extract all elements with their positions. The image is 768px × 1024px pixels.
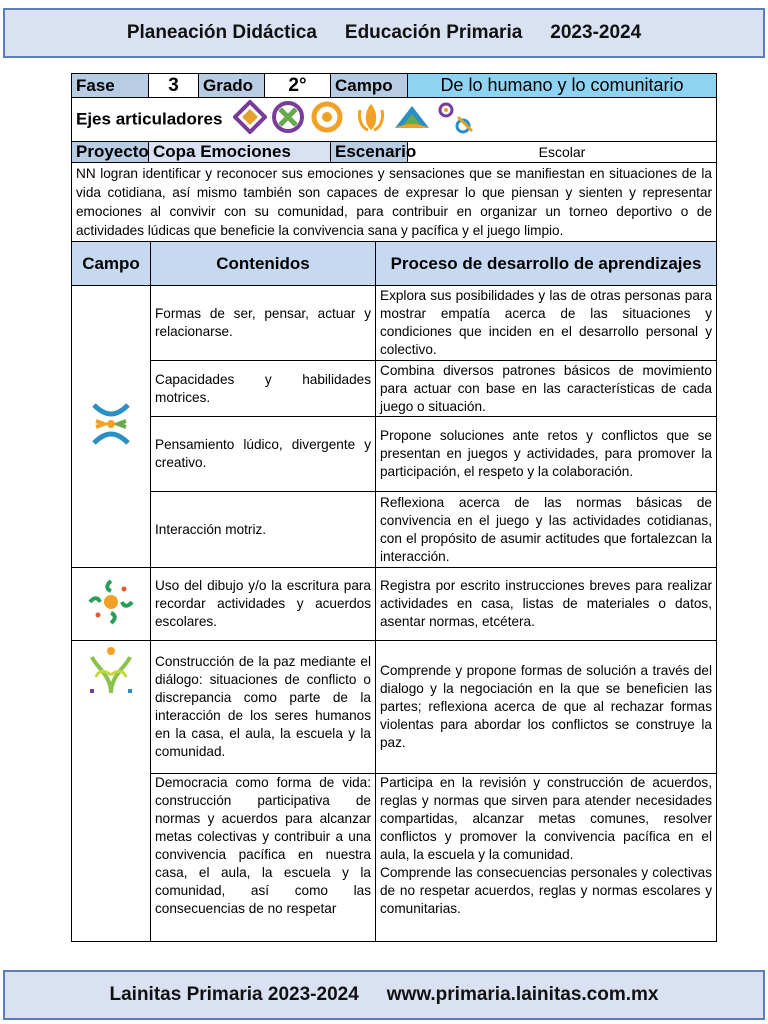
project-description: NN logran identificar y reconocer sus emociones y sensaciones que se manifiestan en situaciones de la vida cotidiana, así mismo también son capaces de expresar lo que piensan y sienten y representar emociones al convivir con su comunidad, para contribuir en organizar un torneo deportivo o de actividades lúdicas que beneficie la convivencia sana y pacífica y el juego limpio. (72, 163, 717, 242)
proceso-7-b: Comprende las consecuencias personales y colectivas de no respetar acuerdos, reglas y normas escolares y comunitarias. (380, 865, 712, 916)
fase-label: Fase (72, 74, 149, 98)
contenido-6: Construcción de la paz mediante el diálogo: situaciones de conflicto o discrepancia como parte de la interacción de los seres humanos en la casa, el aula, la escuela y la comunidad. (151, 641, 376, 774)
campo-humano-comunitario-icon (86, 399, 136, 454)
escenario-label: Escenario (331, 142, 408, 163)
grado-value: 2° (265, 74, 331, 98)
campo-cell-3 (72, 641, 151, 942)
contenido-1: Formas de ser, pensar, actuar y relacionarse. (151, 286, 376, 361)
footer-brand: Lainitas Primaria 2023-2024 (109, 984, 359, 1005)
artes-icon (454, 113, 476, 140)
contenido-7: Democracia como forma de vida: construcción participativa de normas y acuerdos para alcanzar metas colectivas y contribuir a una convivencia pacífica en nuestra casa, el aula, la escuela y la comunidad, así como las consecuencias de no respetar (151, 774, 376, 942)
proceso-7 (376, 774, 717, 942)
interculturalidad-icon (310, 100, 344, 139)
proceso-2: Combina diversos patrones básicos de movimiento para actuar con base en las características de cada juego o situación. (376, 361, 717, 417)
campo-label: Campo (331, 74, 408, 98)
campo-cell-1 (72, 286, 151, 568)
campo-cell-2 (72, 568, 151, 641)
igualdad-genero-icon (354, 100, 388, 139)
inclusion-icon (233, 100, 267, 139)
grado-label: Grado (199, 74, 265, 98)
pensamiento-critico-icon (271, 100, 305, 139)
ejes-row (72, 98, 717, 142)
proceso-4: Reflexiona acerca de las normas básicas de convivencia en el juego y las actividades cotidianas, con el propósito de asumir actitudes que fortalezcan la interacción. (376, 492, 717, 568)
header-year: 2023-2024 (550, 22, 642, 43)
header-banner (3, 8, 765, 58)
proceso-5: Registra por escrito instrucciones breves para realizar actividades en casa, listas de materiales o datos, asentar normas, etcétera. (376, 568, 717, 641)
contenido-5: Uso del dibujo y/o la escritura para recordar actividades y acuerdos escolares. (151, 568, 376, 641)
footer-banner (3, 970, 765, 1020)
header-level: Educación Primaria (344, 22, 523, 43)
campo-etica-naturaleza-icon (86, 645, 136, 702)
proceso-3: Propone soluciones ante retos y conflictos que se presentan en juegos y actividades, para promover la participación, el respeto y la colaboración. (376, 417, 717, 492)
header-campo: Campo (72, 242, 151, 286)
campo-lenguajes-icon (86, 577, 136, 632)
proceso-6: Comprende y propone formas de solución a través del dialogo y la negociación en la que se beneficien las partes; reflexiona acerca de que al rechazar formas violentas para abordar los conflictos se construye la paz. (376, 641, 717, 774)
proceso-7-a: Participa en la revisión y construcción de acuerdos, reglas y normas que sirven para atender necesidades compartidas, alcanzar metas comunes, resolver conflictos y promover la convivencia pacífica en el aula, la escuela y la comunidad. (380, 775, 712, 862)
proyecto-value: Copa Emociones (149, 142, 331, 163)
escenario-value: Escolar (408, 142, 717, 163)
header-title: Planeación Didáctica (126, 22, 317, 43)
contenido-4: Interacción motriz. (151, 492, 376, 568)
contents-table (71, 241, 717, 942)
info-table (71, 73, 717, 242)
ejes-label: Ejes articuladores (76, 109, 223, 129)
proyecto-label: Proyecto (72, 142, 149, 163)
campo-value: De lo humano y lo comunitario (408, 74, 717, 98)
proceso-1: Explora sus posibilidades y las de otras personas para mostrar empatía acerca de las situaciones y condiciones que inciden en el desarrollo personal y colectivo. (376, 286, 717, 361)
contenido-2: Capacidades y habilidades motrices. (151, 361, 376, 417)
contenido-3: Pensamiento lúdico, divergente y creativo. (151, 417, 376, 492)
fase-value: 3 (149, 74, 199, 98)
header-contenidos: Contenidos (151, 242, 376, 286)
footer-url[interactable]: www.primaria.lainitas.com.mx (386, 984, 659, 1005)
header-proceso: Proceso de desarrollo de aprendizajes (376, 242, 717, 286)
vida-saludable-icon (393, 102, 431, 137)
planning-document (71, 73, 716, 942)
